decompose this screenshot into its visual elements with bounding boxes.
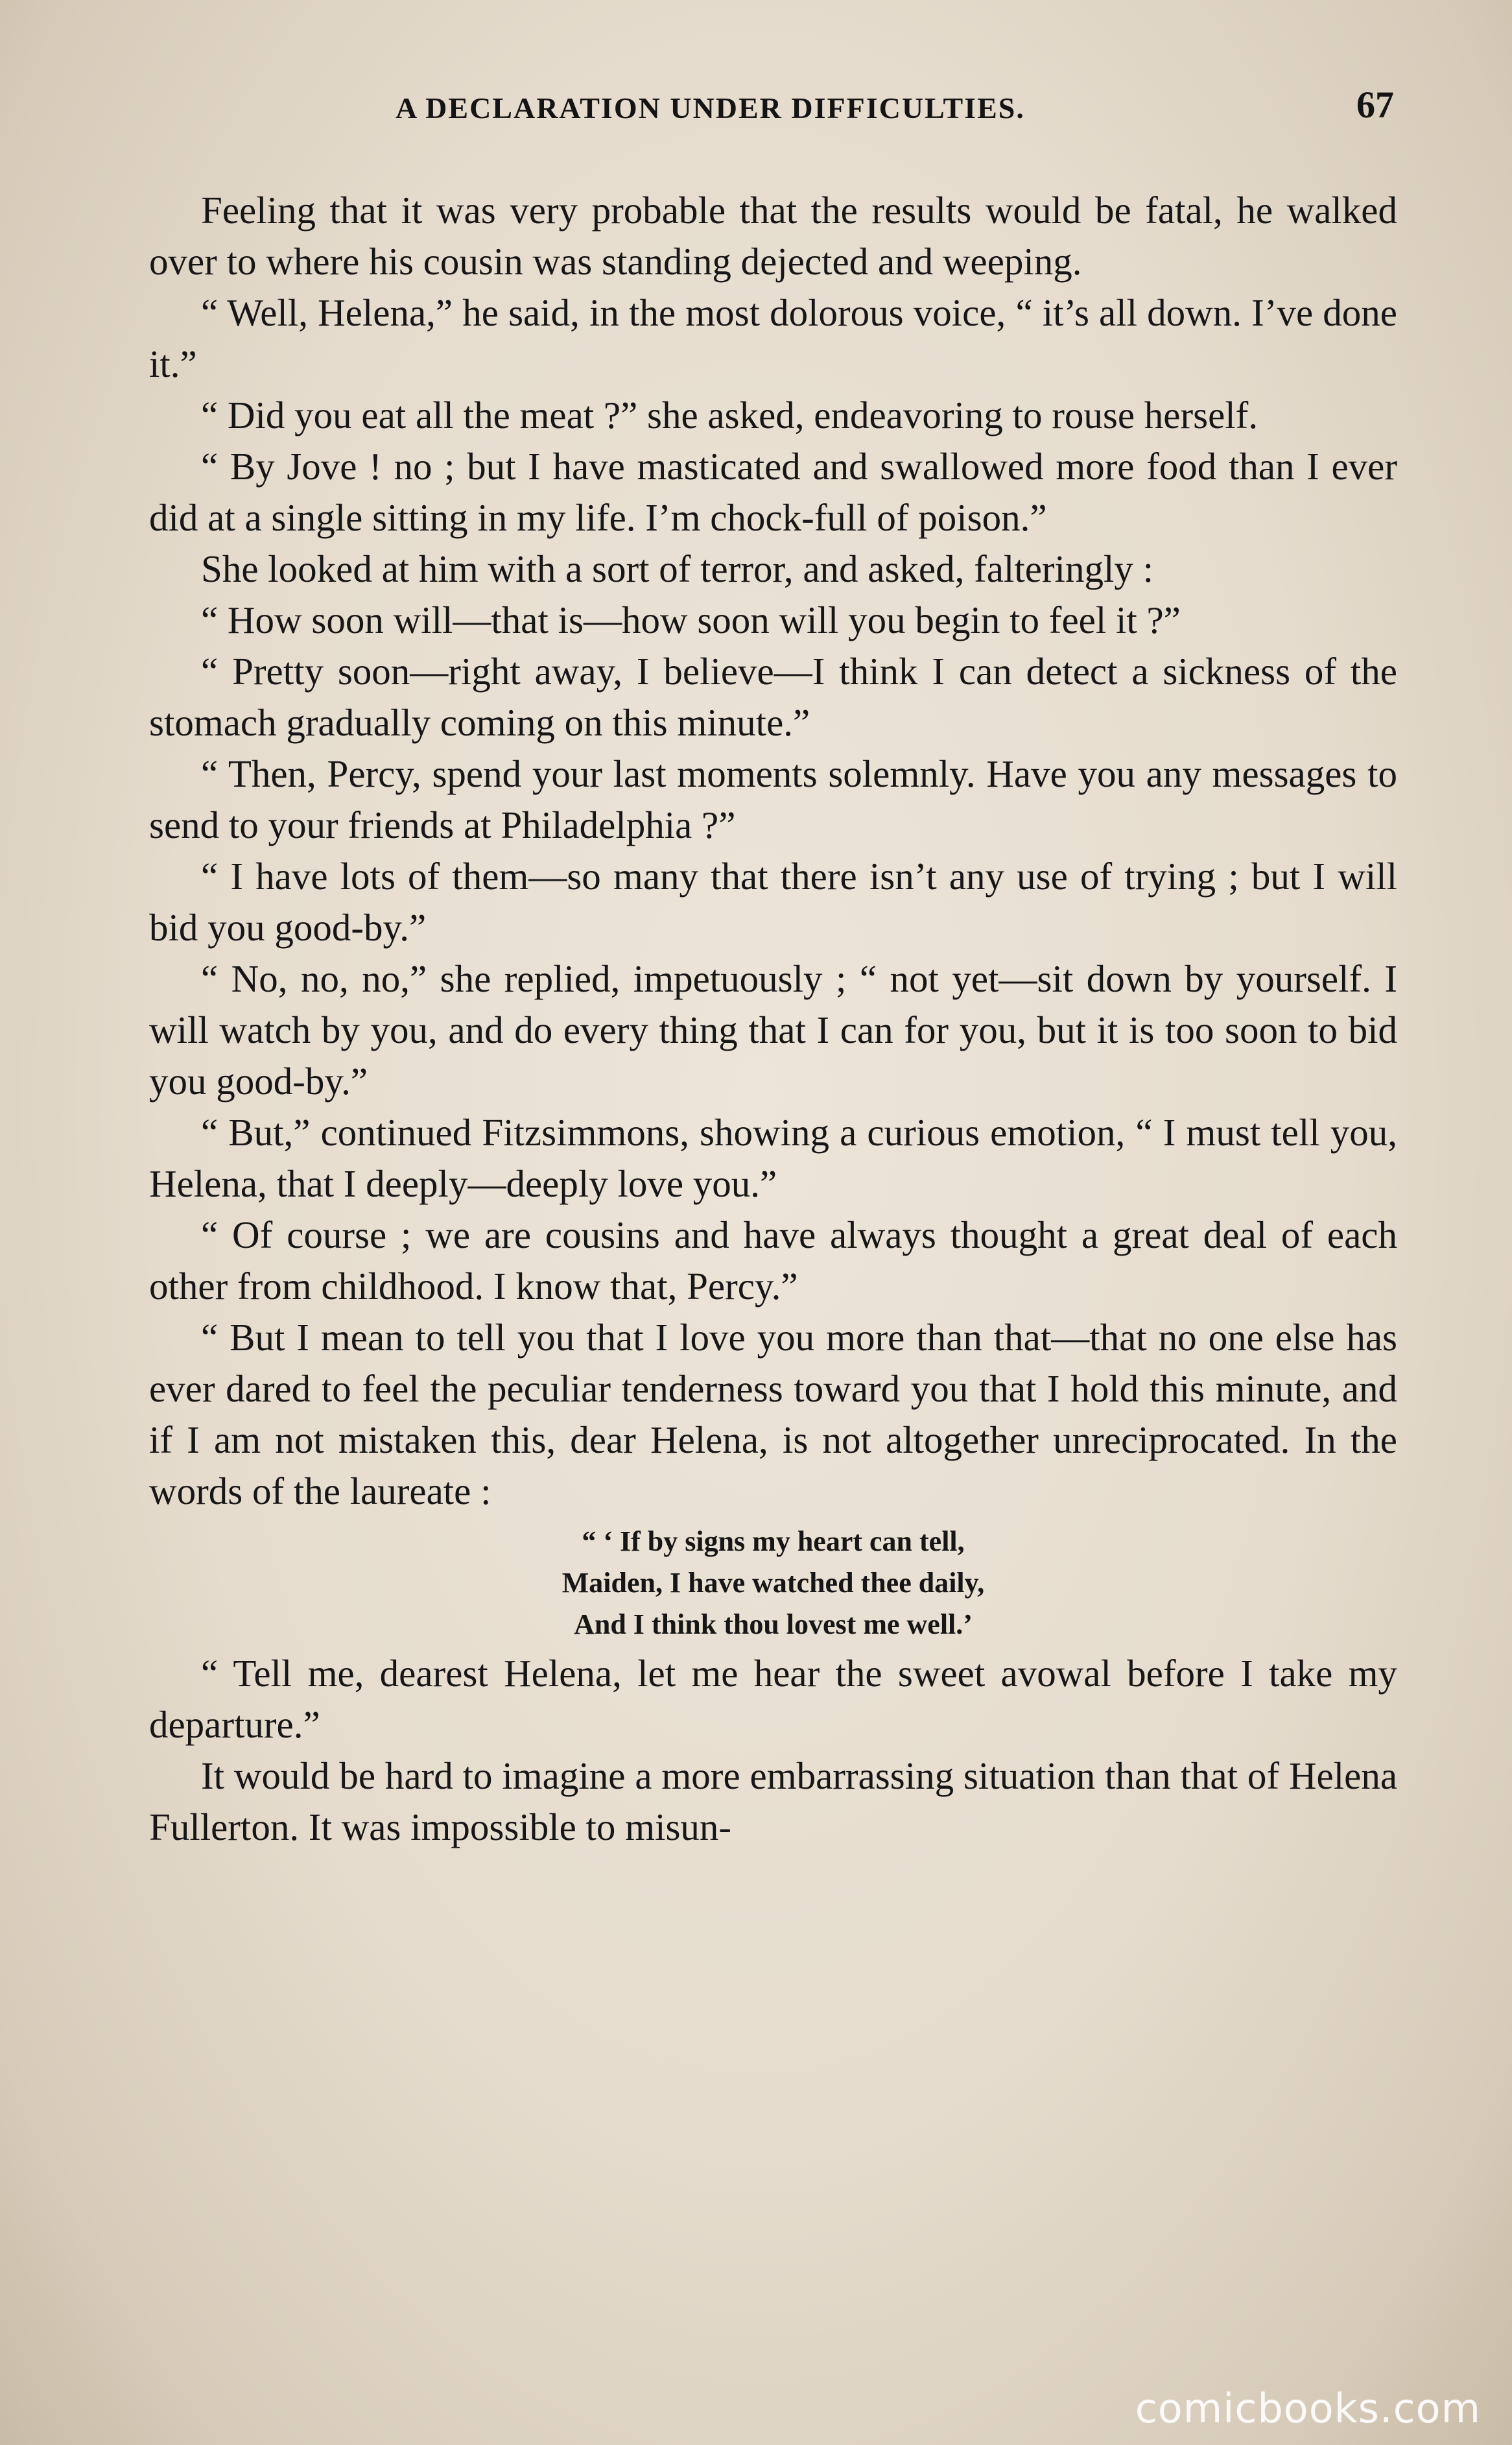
body-text bbox=[149, 185, 1397, 1853]
watermark: comicbooks.com bbox=[1135, 2385, 1481, 2432]
paragraph: “ Then, Percy, spend your last moments solemnly. Have you any messages to send to your friends at Philadelphia ?” bbox=[149, 752, 1397, 846]
paragraph: She looked at him with a sort of terror, and asked, falteringly : bbox=[201, 547, 1153, 590]
paragraph: “ Pretty soon—right away, I believe—I think I can detect a sickness of the stomach gradually coming on this minute.” bbox=[149, 650, 1397, 744]
paragraph: “ But I mean to tell you that I love you more than that—that no one else has ever dared to feel the peculiar tenderness toward you that I hold this minute, and if I am not mistaken this, dear Helena, is not altogether unreciprocated. In the words of the laureate : bbox=[149, 1316, 1397, 1512]
paragraph: “ But,” continued Fitzsimmons, showing a curious emotion, “ I must tell you, Helena, that I deeply—deeply love you.” bbox=[149, 1111, 1397, 1205]
paragraph: “ How soon will—that is—how soon will you begin to feel it ?” bbox=[201, 599, 1181, 641]
poem-line: And I think thou lovest me well.’ bbox=[574, 1608, 973, 1640]
poem-quote bbox=[149, 1521, 1397, 1645]
paragraph: It would be hard to imagine a more embarrassing situation than that of Helena Fullerton. It was impossible to misun- bbox=[149, 1754, 1397, 1848]
paragraph: “ Did you eat all the meat ?” she asked, endeavoring to rouse herself. bbox=[201, 394, 1258, 436]
paragraph: “ Tell me, dearest Helena, let me hear the sweet avowal before I take my departure.” bbox=[149, 1652, 1397, 1746]
running-head: A DECLARATION UNDER DIFFICULTIES. bbox=[396, 91, 1025, 125]
paragraph: “ Of course ; we are cousins and have always thought a great deal of each other from childhood. I know that, Percy.” bbox=[149, 1213, 1397, 1307]
page-header bbox=[149, 84, 1394, 143]
page-number: 67 bbox=[1356, 84, 1394, 126]
poem-line: Maiden, I have watched thee daily, bbox=[561, 1567, 985, 1599]
paragraph: “ By Jove ! no ; but I have masticated and swallowed more food than I ever did at a single sitting in my life. I’m chock-full of poison.” bbox=[149, 445, 1397, 539]
paragraph: “ No, no, no,” she replied, impetuously ; “ not yet—sit down by yourself. I will watch by you, and do every thing that I can for you, but it is too soon to bid you good-by.” bbox=[149, 957, 1397, 1103]
poem-line: “ ‘ If by signs my heart can tell, bbox=[582, 1525, 965, 1557]
paragraph: Feeling that it was very probable that the results would be fatal, he walked over to where his cousin was standing dejected and weeping. bbox=[149, 189, 1397, 283]
paragraph: “ Well, Helena,” he said, in the most dolorous voice, “ it’s all down. I’ve done it.” bbox=[149, 291, 1397, 385]
paragraph: “ I have lots of them—so many that there isn’t any use of trying ; but I will bid you good-by.” bbox=[149, 855, 1397, 949]
